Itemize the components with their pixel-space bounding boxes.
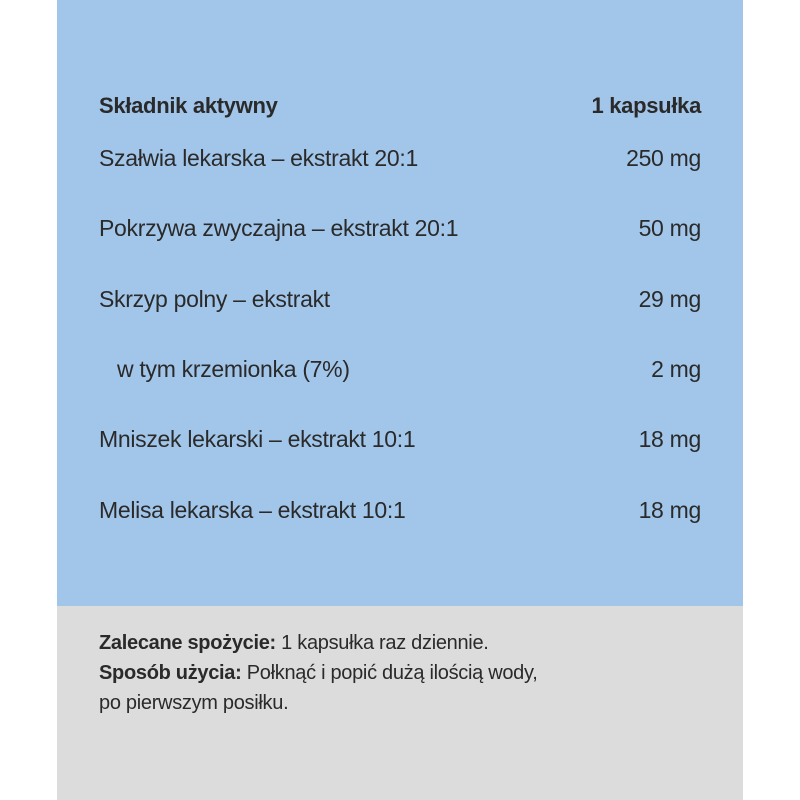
table-row [99,142,701,174]
ingredient-name: Melisa lekarska – ekstrakt 10:1 [99,496,406,523]
table-row [99,353,701,385]
dosage-line [99,628,713,658]
table-row [99,212,701,244]
ingredient-name: Mniszek lekarski – ekstrakt 10:1 [99,425,416,452]
table-row [99,494,701,526]
dosage-text: 1 kapsułka raz dziennie. [275,632,489,654]
ingredient-amount: 250 mg [626,144,701,171]
table-row [99,283,701,315]
ingredient-column-header: Składnik aktywny [99,93,278,118]
ingredient-amount: 29 mg [638,285,701,312]
usage-info [99,628,713,718]
usage-label: Sposób użycia: [99,662,242,684]
usage-line [99,658,713,688]
amount-column-header: 1 kapsułka [591,93,701,118]
ingredient-amount: 50 mg [638,214,701,241]
usage-text-continued: po pierwszym posiłku. [99,692,289,714]
table-header-row [99,90,701,122]
ingredient-name: Pokrzywa zwyczajna – ekstrakt 20:1 [99,214,459,241]
ingredient-amount: 2 mg [651,355,701,382]
ingredients-panel [57,0,743,606]
ingredient-amount: 18 mg [638,496,701,523]
ingredient-name: Skrzyp polny – ekstrakt [99,285,330,312]
ingredient-name: Szałwia lekarska – ekstrakt 20:1 [99,144,418,171]
ingredient-name: w tym krzemionka (7%) [117,355,350,382]
dosage-label: Zalecane spożycie: [99,632,276,654]
usage-text: Połknąć i popić dużą ilością wody, [241,662,538,684]
usage-line-continued [99,688,713,718]
table-row [99,423,701,455]
ingredient-amount: 18 mg [638,425,701,452]
usage-panel [57,606,743,800]
